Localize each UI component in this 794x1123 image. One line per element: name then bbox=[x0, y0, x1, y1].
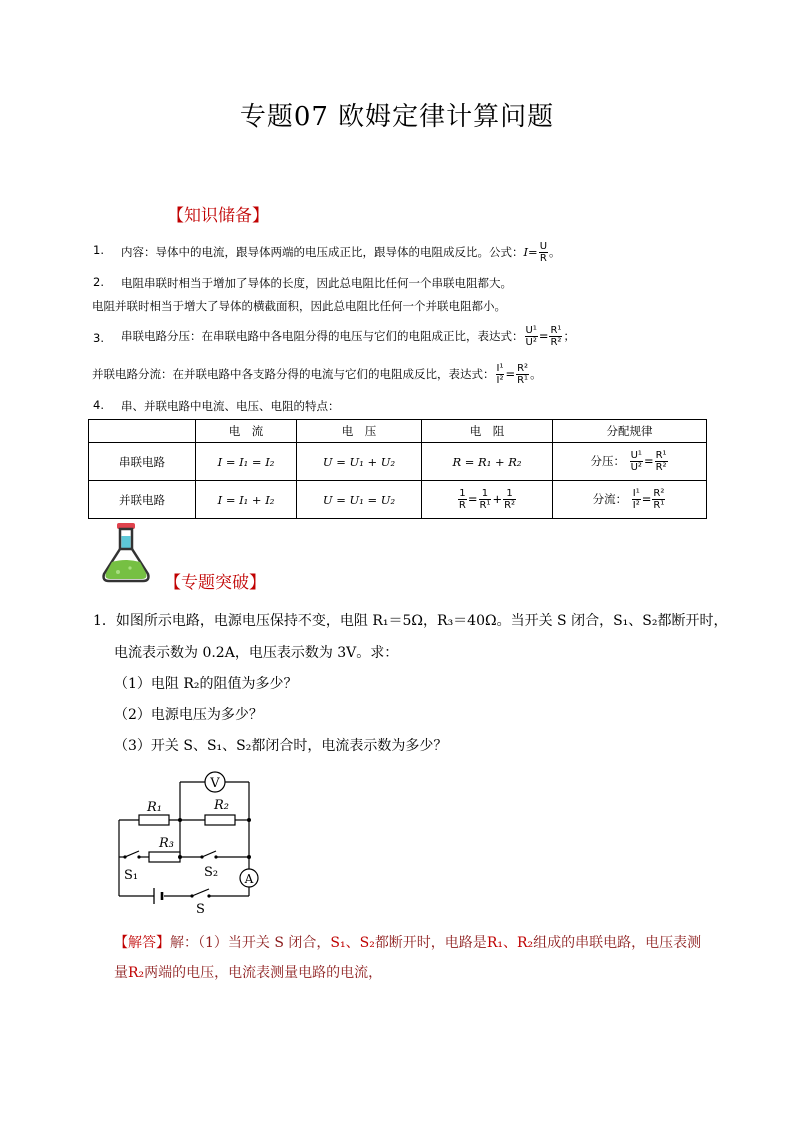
formula-fraction bbox=[549, 325, 562, 348]
table-cell bbox=[553, 481, 707, 519]
fraction-numerator: R² bbox=[517, 362, 529, 374]
item-number: 1. bbox=[93, 243, 104, 257]
ammeter-label: A bbox=[244, 872, 254, 886]
table-cell: U = U₁ = U₂ bbox=[297, 481, 422, 519]
fraction-numerator: 1 bbox=[459, 488, 466, 499]
table-cell: I = I₁ = I₂ bbox=[196, 443, 297, 481]
answer-line-1 bbox=[114, 932, 701, 952]
r3-label: R₃ bbox=[159, 836, 174, 851]
knowledge-item-2b: 电阻并联时相当于增大了导体的横截面积，因此总电阻比任何一个并联电阻都小。 bbox=[92, 299, 506, 313]
fraction-numerator: I¹ bbox=[632, 488, 640, 499]
fraction-numerator: R¹ bbox=[655, 450, 667, 461]
knowledge-item-3 bbox=[121, 320, 575, 352]
rule-label: 分流： bbox=[592, 492, 628, 506]
r2-label: R₂ bbox=[214, 798, 229, 813]
section-heading-breakthrough: 【专题突破】 bbox=[164, 573, 266, 593]
formula-fraction bbox=[655, 450, 668, 473]
formula-fraction bbox=[516, 363, 529, 386]
table-row bbox=[89, 443, 707, 481]
table-header-cell bbox=[89, 420, 196, 443]
s-label: S bbox=[196, 902, 205, 917]
table-cell: I = I₁ + I₂ bbox=[196, 481, 297, 519]
fraction-denominator: R bbox=[539, 252, 547, 264]
plus-sign: + bbox=[492, 492, 503, 506]
fraction-numerator: 1 bbox=[503, 488, 516, 500]
formula-fraction bbox=[632, 488, 641, 511]
answer-tag: 【解答】 bbox=[114, 935, 170, 951]
sub-question-2: （2）电源电压为多少？ bbox=[114, 707, 263, 723]
fraction-denominator: U² bbox=[630, 462, 642, 473]
table-cell bbox=[422, 481, 553, 519]
table-cell: U = U₁ + U₂ bbox=[297, 443, 422, 481]
fraction-denominator: R¹ bbox=[653, 500, 665, 511]
page-title: 专题07 欧姆定律计算问题 bbox=[239, 102, 555, 132]
fraction-denominator: R² bbox=[550, 336, 562, 348]
item-number: 4. bbox=[93, 398, 104, 412]
answer-text-highlight: R₂ bbox=[128, 965, 145, 981]
table-cell: 串联电路 bbox=[89, 443, 196, 481]
answer-text: 都断开时，电路是 bbox=[374, 935, 487, 951]
junction-dots bbox=[123, 818, 251, 898]
rule-label: 分压： bbox=[590, 454, 625, 468]
fraction-numerator: R¹ bbox=[550, 324, 562, 336]
table-header-row bbox=[89, 420, 707, 443]
answer-text: 组成的串联电路，电压表测 bbox=[533, 935, 702, 951]
voltmeter-label: V bbox=[210, 776, 220, 791]
sub-question-3: （3）开关 S、S₁、S₂都闭合时，电流表示数为多少？ bbox=[114, 738, 448, 754]
equals-sign: = bbox=[505, 367, 516, 381]
fraction-denominator: R² bbox=[504, 500, 516, 511]
knowledge-item-2: 电阻串联时相当于增加了导体的长度，因此总电阻比任何一个串联电阻都大。 bbox=[121, 276, 512, 290]
comparison-table bbox=[88, 419, 707, 519]
knowledge-item-4: 串、并联电路中电流、电压、电阻的特点： bbox=[121, 399, 340, 413]
equals-sign: = bbox=[641, 492, 652, 506]
knowledge-item-1 bbox=[121, 237, 561, 267]
resistor-r1 bbox=[139, 815, 169, 825]
formula-fraction bbox=[458, 488, 467, 511]
equals-sign: = bbox=[467, 492, 478, 506]
equals-sign: = bbox=[643, 454, 654, 468]
formula-fraction bbox=[525, 325, 538, 348]
table-header-cell: 分配规律 bbox=[553, 420, 707, 443]
answer-text: 解：（1）当开关 S 闭合， bbox=[170, 935, 331, 951]
equals-sign: = bbox=[538, 329, 549, 343]
knowledge-item-3b bbox=[92, 358, 542, 390]
table-header-cell: 电 流 bbox=[196, 420, 297, 443]
table-row bbox=[89, 481, 707, 519]
fraction-denominator: R¹ bbox=[517, 374, 529, 386]
item-text: 内容：导体中的电流，跟导体两端的电压成正比，跟导体的电阻成反比。公式： bbox=[121, 245, 524, 259]
fraction-denominator: I² bbox=[496, 374, 504, 386]
flask-icon bbox=[100, 522, 152, 584]
answer-line-2 bbox=[114, 962, 382, 982]
formula-fraction bbox=[479, 488, 492, 511]
table-cell: 并联电路 bbox=[89, 481, 196, 519]
item-end: 。 bbox=[530, 367, 542, 381]
fraction-numerator: R² bbox=[653, 488, 665, 499]
answer-text-highlight: S₁、S₂ bbox=[330, 935, 375, 951]
table-cell: R = R₁ + R₂ bbox=[422, 443, 553, 481]
fraction-denominator: I² bbox=[632, 500, 640, 511]
resistor-r2 bbox=[205, 815, 235, 825]
fraction-numerator: I¹ bbox=[496, 362, 504, 374]
fraction-numerator: U¹ bbox=[525, 324, 537, 336]
table-header-cell: 电 压 bbox=[297, 420, 422, 443]
s1-label: S₁ bbox=[124, 868, 139, 883]
fraction-numerator: U¹ bbox=[630, 450, 642, 461]
fraction-denominator: R² bbox=[655, 462, 667, 473]
table-cell bbox=[553, 443, 707, 481]
resistor-r3 bbox=[149, 852, 180, 862]
sub-question-1: （1）电阻 R₂的阻值为多少？ bbox=[114, 676, 298, 692]
formula-fraction bbox=[539, 241, 548, 264]
question-line-1: 1．如图所示电路，电源电压保持不变，电阻 R₁＝5Ω，R₃＝40Ω。当开关 S 闭合，S₁、S₂都断开时， bbox=[93, 613, 728, 629]
answer-text-highlight: R₁、R₂ bbox=[486, 935, 534, 951]
formula-lhs: I= bbox=[523, 245, 538, 259]
section-heading-knowledge: 【知识储备】 bbox=[167, 206, 269, 226]
answer-text: 两端的电压，电流表测量电路的电流， bbox=[144, 965, 383, 981]
item-end: 。 bbox=[549, 245, 561, 259]
fraction-denominator: R¹ bbox=[479, 500, 491, 511]
answer-text: 量 bbox=[114, 965, 128, 981]
item-text: 并联电路分流：在并联电路中各支路分得的电流与它们的电阻成反比，表达式： bbox=[92, 367, 495, 381]
item-text: 串联电路分压：在串联电路中各电阻分得的电压与它们的电阻成正比，表达式： bbox=[121, 329, 524, 343]
fraction-denominator: U² bbox=[525, 336, 537, 348]
item-number: 3. bbox=[93, 331, 104, 345]
formula-fraction bbox=[496, 363, 505, 386]
fraction-denominator: R bbox=[458, 500, 466, 511]
s2-label: S₂ bbox=[204, 865, 219, 880]
table-header-cell: 电 阻 bbox=[422, 420, 553, 443]
item-end: ； bbox=[563, 329, 575, 343]
item-number: 2. bbox=[93, 275, 104, 289]
r1-label: R₁ bbox=[147, 800, 162, 815]
fraction-numerator: U bbox=[539, 240, 548, 252]
circuit-diagram bbox=[112, 768, 272, 918]
fraction-numerator: 1 bbox=[479, 488, 492, 500]
formula-fraction bbox=[503, 488, 516, 511]
formula-fraction bbox=[630, 450, 643, 473]
formula-fraction bbox=[652, 488, 665, 511]
question-line-2: 电流表示数为 0.2A，电压表示数为 3V。求： bbox=[114, 645, 399, 661]
